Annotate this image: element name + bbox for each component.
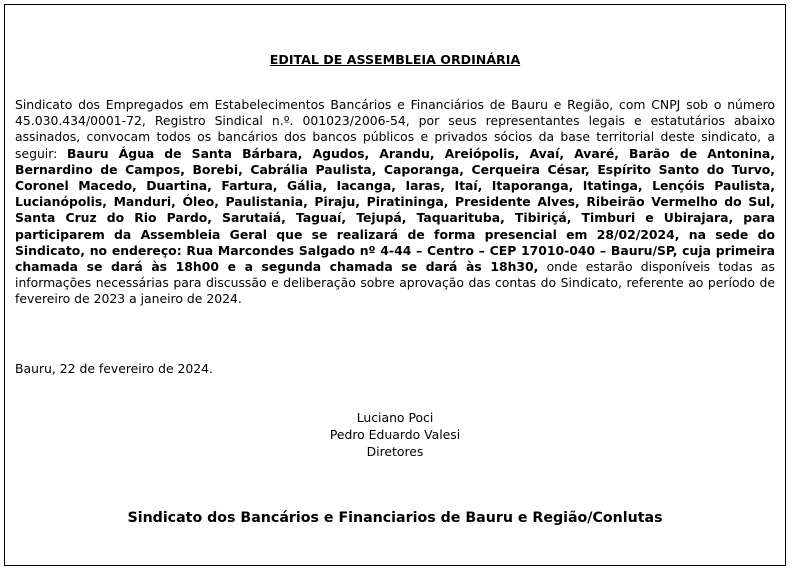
body-text-closing: onde estarão disponíveis todas as informações necessárias para discussão e deliberação sobre aprovação das contas do Sindicato, referente ao período de fevereiro de 2023 a janeiro de 2024.: [15, 259, 775, 307]
signer-name-2: Pedro Eduardo Valesi: [329, 427, 461, 442]
body-text-bold: Bauru Água de Santa Bárbara, Agudos, Arandu, Areiópolis, Avaí, Avaré, Barão de Antonina, Bernardino de Campos, Borebi, Cabrália Paulista, Caporanga, Cerqueira César, Espírito Santo do Turvo, Coronel Macedo, Duartina, Fartura, Gália, Iacanga, Iaras, Itaí, Itaporanga, Itatinga, Lençóis Paulista, Lucianópolis, Manduri, Óleo, Paulistania, Piraju, Piratininga, Presidente Alves, Ribeirão Vermelho do Sul, Santa Cruz do Rio Pardo, Sarutaiá, Taguaí, Tejupá, Taquarituba, Tibiriçá, Timburi e Ubirajara, para participarem da Assembleia Geral que se realizará de forma presencial em 28/02/2024, na sede do Sindicato, no endereço: Rua Marcondes Salgado nº 4-44 – Centro – CEP 17010-040 – Bauru/SP, cuja primeira chamada se dará às 18h00 e a segunda chamada se dará às 18h30,: [15, 145, 775, 275]
signer-role: Diretores: [366, 444, 424, 459]
date-line: Bauru, 22 de fevereiro de 2024.: [15, 361, 213, 376]
body-text-intro: Sindicato dos Empregados em Estabelecimentos Bancários e Financiários de Bauru e Região, com CNPJ sob o número 45.030.434/0001-72, Registro Sindical n.º. 001023/2006-54, por seus representantes legais e estatutários abaixo assinados, convocam todos os bancários dos bancos públicos e privados sócios da base territorial deste sindicato, a seguir:: [15, 97, 775, 161]
notice-body: [15, 97, 775, 308]
signer-name-1: Luciano Poci: [356, 410, 434, 425]
notice-title: EDITAL DE ASSEMBLEIA ORDINÁRIA: [269, 52, 521, 67]
notice-frame: [4, 4, 786, 566]
signers-block: [5, 409, 785, 460]
organization-footer: Sindicato dos Bancários e Financiarios de Bauru e Região/Conlutas: [127, 510, 663, 526]
